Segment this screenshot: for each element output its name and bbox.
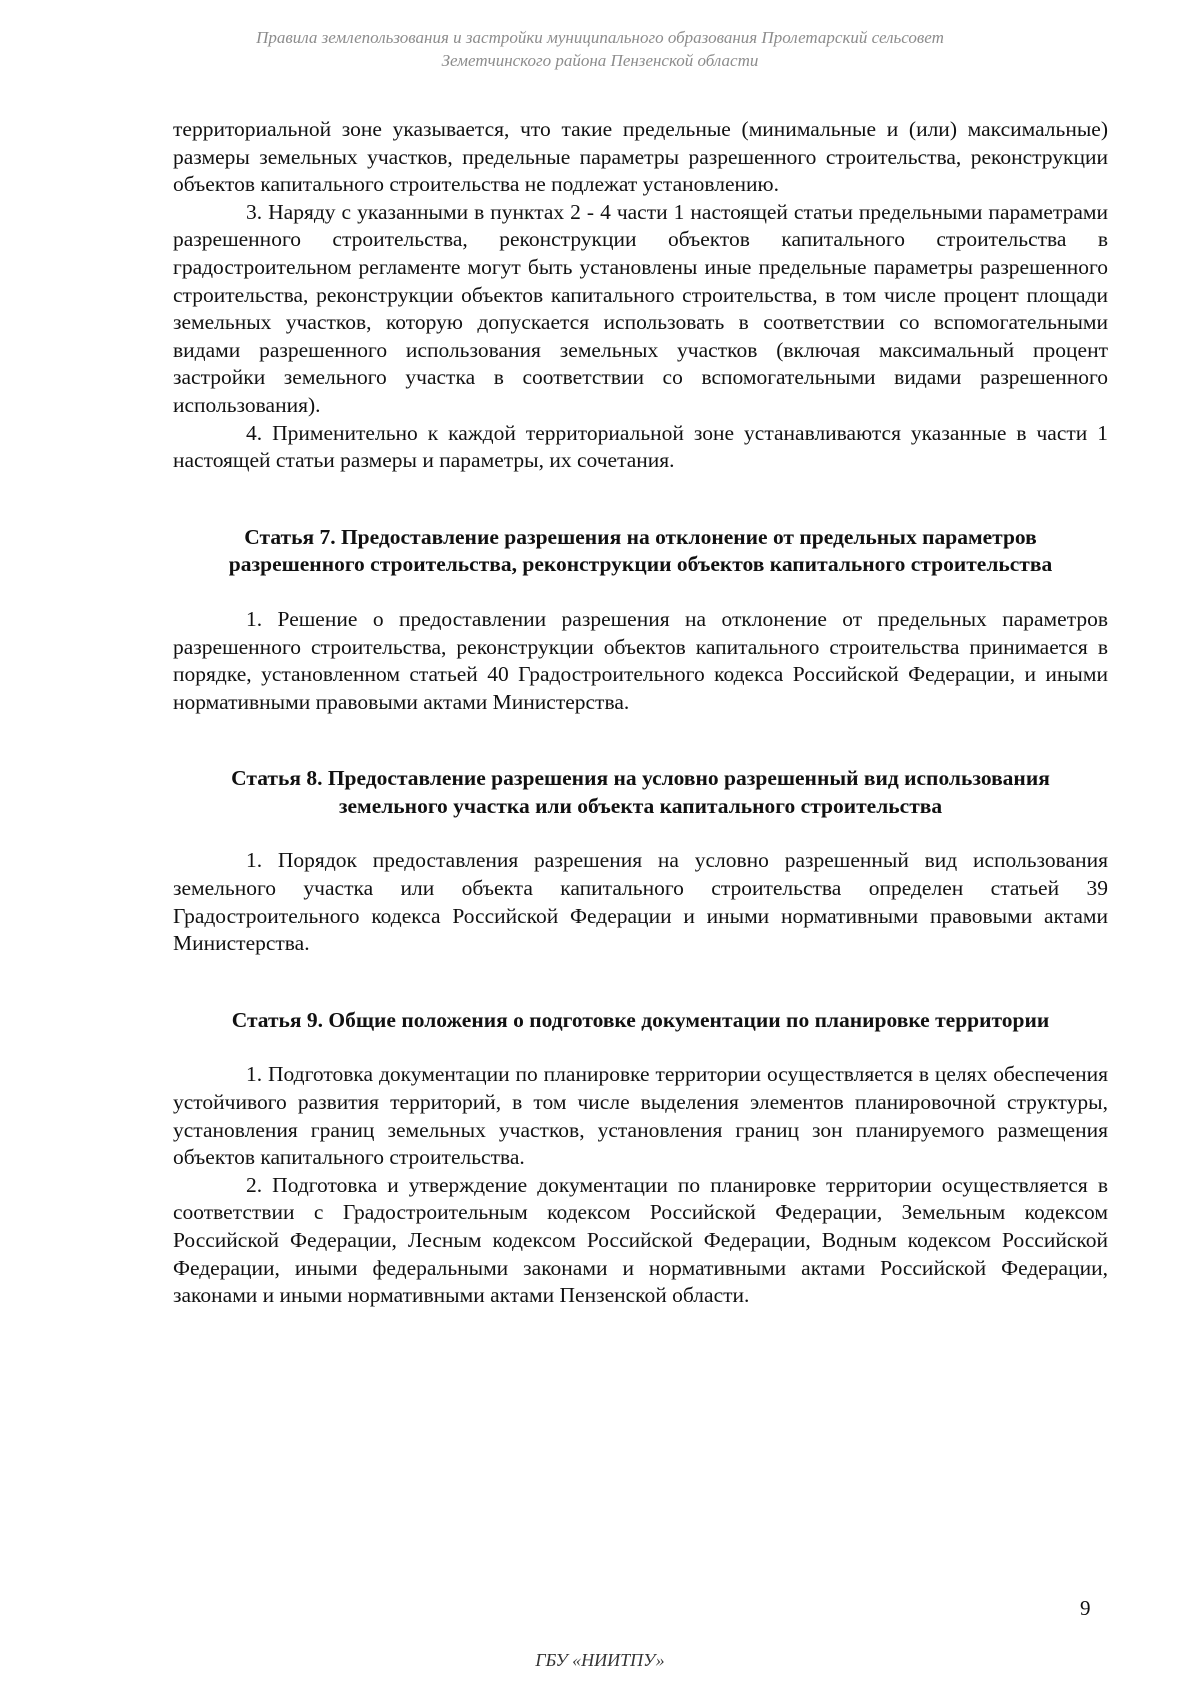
article-7-paragraph-1: 1. Решение о предоставлении разрешения на отклонение от предельных параметров разрешенного строительства, реконструкции объектов капитального строительства принимается в порядке, установленном статьей 40 Градостроительного кодекса Российской Федерации, и иными нормативными правовыми актами Министерства. (173, 606, 1108, 714)
spacer (173, 820, 1108, 847)
article-9-heading: Статья 9. Общие положения о подготовке документации по планировке территории (231, 1007, 1050, 1032)
spacer (173, 1034, 1108, 1061)
spacer (173, 716, 1108, 765)
running-header (140, 26, 1060, 72)
page-number: 9 (1080, 1596, 1091, 1620)
article-9-paragraph-1: 1. Подготовка документации по планировке территории осуществляется в целях обеспечения устойчивого развития территорий, в том числе выделения элементов планировочной структуры, установления границ земельных участков, установления границ зон планируемого размещения объектов капитального строительства. (173, 1062, 1108, 1170)
spacer (173, 958, 1108, 1007)
paragraph-item-3: 3. Наряду с указанными в пунктах 2 - 4 части 1 настоящей статьи предельными параметрами разрешенного строительства, реконструкции объектов капитального строительства в градостроительном регламенте могут быть установлены иные предельные параметры разрешенного строительства, реконструкции объектов капитального строительства, в том числе процент площади земельных участков, которую допускается использовать в соответствии со вспомогательными видами разрешенного использования земельных участков (включая максимальный процент застройки земельного участка в соответствии со вспомогательными видами разрешенного использования). (173, 199, 1108, 417)
article-8-paragraph-1: 1. Порядок предоставления разрешения на условно разрешенный вид использования земельного участка или объекта капитального строительства определен статьей 39 Градостроительного кодекса Российской Федерации и иными нормативными правовыми актами Министерства. (173, 848, 1108, 956)
spacer (173, 579, 1108, 606)
header-line-2: Земетчинского района Пензенской области (441, 51, 759, 70)
paragraph-continuation: территориальной зоне указывается, что такие предельные (минимальные и (или) максимальные) размеры земельных участков, предельные параметры разрешенного строительства, реконструкции объектов капитального строительства не подлежат установлению. (173, 117, 1108, 197)
spacer (173, 475, 1108, 524)
document-body (173, 116, 1108, 1310)
article-8-heading: Статья 8. Предоставление разрешения на условно разрешенный вид использования земельного участка или объекта капитального строительства (231, 766, 1050, 818)
paragraph-item-4: 4. Применительно к каждой территориальной зоне устанавливаются указанные в части 1 настоящей статьи размеры и параметры, их сочетания. (173, 420, 1108, 473)
article-7-heading: Статья 7. Предоставление разрешения на отклонение от предельных параметров разрешенного строительства, реконструкции объектов капитального строительства (228, 524, 1053, 577)
header-line-1: Правила землепользования и застройки муниципального образования Пролетарский сельсовет (256, 28, 944, 47)
running-footer: ГБУ «НИИТПУ» (535, 1650, 665, 1670)
article-9-paragraph-2: 2. Подготовка и утверждение документации по планировке территории осуществляется в соответствии с Градостроительным кодексом Российской Федерации, Земельным кодексом Российской Федерации, Лесным кодексом Российской Федерации, Водным кодексом Российской Федерации, иными федеральными законами и нормативными актами Российской Федерации, законами и иными нормативными актами Пензенской области. (173, 1172, 1108, 1308)
